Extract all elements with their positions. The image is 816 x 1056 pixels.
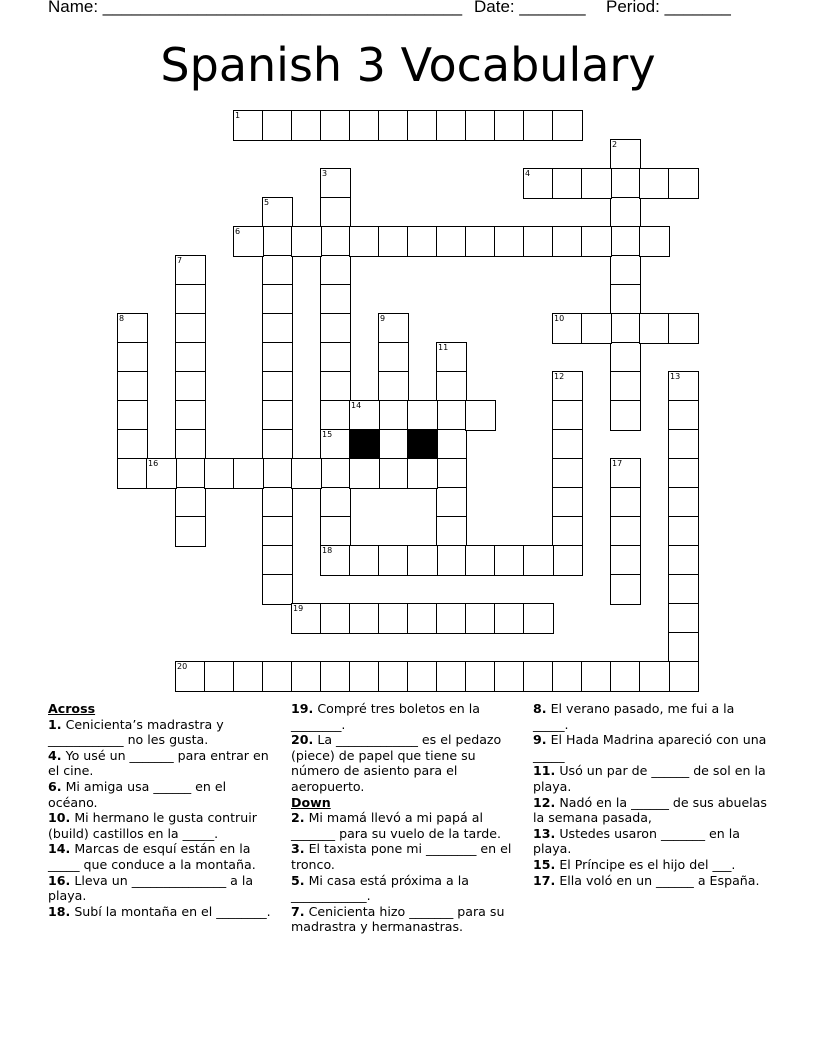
- grid-cell[interactable]: [262, 545, 293, 576]
- grid-cell[interactable]: [262, 400, 293, 431]
- grid-cell[interactable]: [320, 168, 351, 199]
- clue-text: El Príncipe es el hijo del ___.: [555, 856, 736, 872]
- grid-cell[interactable]: [117, 371, 148, 402]
- clue-number: 20: [177, 662, 188, 671]
- grid-cell[interactable]: [668, 400, 699, 431]
- clue-number-label: 13.: [533, 825, 556, 841]
- grid-cell[interactable]: [262, 284, 293, 315]
- grid-cell[interactable]: [378, 661, 409, 692]
- grid-cell[interactable]: [262, 661, 293, 692]
- clues-column-3: [533, 701, 773, 888]
- grid-cell[interactable]: [117, 342, 148, 373]
- grid-cell[interactable]: [175, 371, 206, 402]
- clue-number-label: 5.: [291, 872, 305, 888]
- grid-cell[interactable]: [291, 226, 322, 257]
- grid-cell[interactable]: [320, 516, 351, 547]
- clue-number-label: 1.: [48, 716, 62, 732]
- grid-cell[interactable]: [262, 226, 293, 257]
- grid-cell[interactable]: [291, 661, 322, 692]
- grid-cell[interactable]: [436, 545, 467, 576]
- grid-cell[interactable]: [320, 400, 351, 431]
- grid-cell[interactable]: [465, 545, 496, 576]
- clue-number-label: 15.: [533, 856, 556, 872]
- grid-cell[interactable]: [262, 429, 293, 460]
- grid-cell[interactable]: [378, 400, 409, 431]
- clue-item: [291, 873, 527, 904]
- grid-cell[interactable]: [117, 429, 148, 460]
- clue-item: [533, 795, 773, 826]
- clue-number-label: 8.: [533, 701, 547, 716]
- grid-cell[interactable]: [407, 603, 438, 634]
- grid-cell[interactable]: [552, 226, 583, 257]
- grid-cell[interactable]: [552, 371, 583, 402]
- grid-cell[interactable]: [465, 603, 496, 634]
- grid-cell[interactable]: [552, 661, 583, 692]
- grid-cell[interactable]: [378, 545, 409, 576]
- clue-text: Marcas de esquí están en la _____ que conduce a la montaña.: [48, 841, 256, 872]
- grid-cell[interactable]: [581, 226, 612, 257]
- grid-cell[interactable]: [407, 661, 438, 692]
- grid-cell[interactable]: [494, 603, 525, 634]
- grid-cell[interactable]: [349, 661, 380, 692]
- grid-cell[interactable]: [117, 458, 148, 489]
- clue-number: 5: [264, 198, 270, 207]
- grid-cell[interactable]: [320, 371, 351, 402]
- grid-cell[interactable]: [523, 168, 554, 199]
- clue-item: [48, 779, 278, 810]
- grid-cell[interactable]: [320, 603, 351, 634]
- grid-cell[interactable]: [378, 313, 409, 344]
- clue-number-label: 3.: [291, 841, 305, 857]
- clue-number-label: 17.: [533, 872, 556, 888]
- grid-cell[interactable]: [262, 110, 293, 141]
- grid-cell[interactable]: [378, 603, 409, 634]
- black-cell: [407, 429, 438, 460]
- grid-cell[interactable]: [552, 545, 583, 576]
- grid-cell[interactable]: [117, 313, 148, 344]
- grid-cell[interactable]: [610, 139, 641, 170]
- grid-cell[interactable]: [668, 313, 699, 344]
- grid-cell[interactable]: [523, 110, 554, 141]
- grid-cell[interactable]: [436, 458, 467, 489]
- clue-item: [48, 717, 278, 748]
- clues-column-1: [48, 701, 278, 919]
- clue-text: Lleva un _______________ a la playa.: [48, 872, 254, 904]
- section-heading: Down: [291, 794, 331, 810]
- grid-cell[interactable]: [668, 168, 699, 199]
- grid-cell[interactable]: [233, 226, 264, 257]
- grid-cell[interactable]: [494, 226, 525, 257]
- grid-cell[interactable]: [233, 661, 264, 692]
- grid-cell[interactable]: [523, 545, 554, 576]
- period-field[interactable]: Period: _______: [606, 0, 731, 16]
- clue-item: [291, 904, 527, 935]
- grid-cell[interactable]: [320, 661, 351, 692]
- grid-cell[interactable]: [436, 342, 467, 373]
- grid-cell[interactable]: [639, 168, 670, 199]
- black-cell: [349, 429, 380, 460]
- clue-number-label: 20.: [291, 732, 314, 748]
- grid-cell[interactable]: [175, 661, 206, 692]
- clue-text: Ella voló en un ______ a España.: [555, 872, 760, 888]
- grid-cell[interactable]: [639, 313, 670, 344]
- grid-cell[interactable]: [320, 487, 351, 518]
- clue-number: 2: [612, 140, 618, 149]
- grid-cell[interactable]: [552, 168, 583, 199]
- grid-cell[interactable]: [262, 342, 293, 373]
- grid-cell[interactable]: [436, 487, 467, 518]
- grid-cell[interactable]: [552, 516, 583, 547]
- grid-cell[interactable]: [610, 226, 641, 257]
- grid-cell[interactable]: [407, 226, 438, 257]
- grid-cell[interactable]: [523, 661, 554, 692]
- grid-cell[interactable]: [552, 458, 583, 489]
- clue-number-label: 10.: [48, 810, 71, 826]
- grid-cell[interactable]: [610, 255, 641, 286]
- clue-number: 15: [322, 430, 333, 439]
- clue-number: 14: [351, 401, 362, 410]
- grid-cell[interactable]: [233, 458, 264, 489]
- grid-cell[interactable]: [320, 429, 351, 460]
- grid-cell[interactable]: [262, 255, 293, 286]
- clue-number: 8: [119, 314, 125, 323]
- grid-cell[interactable]: [610, 197, 641, 228]
- grid-cell[interactable]: [320, 342, 351, 373]
- clue-number-label: 4.: [48, 747, 62, 763]
- grid-cell[interactable]: [436, 226, 467, 257]
- grid-cell[interactable]: [175, 458, 206, 489]
- grid-cell[interactable]: [262, 574, 293, 605]
- grid-cell[interactable]: [291, 110, 322, 141]
- clue-number: 16: [148, 459, 159, 468]
- clue-text: Cenicienta hizo _______ para su madrastra y hermanastras.: [291, 903, 505, 935]
- grid-cell[interactable]: [668, 661, 699, 692]
- clue-number-label: 9.: [533, 732, 547, 748]
- clues-column-2: [291, 701, 527, 935]
- grid-cell[interactable]: [552, 400, 583, 431]
- grid-cell[interactable]: [407, 458, 438, 489]
- clue-number: 18: [322, 546, 333, 555]
- grid-cell[interactable]: [668, 632, 699, 663]
- grid-cell[interactable]: [610, 400, 641, 431]
- clue-item: [533, 763, 773, 794]
- clue-text: Yo usé un _______ para entrar en el cine.: [48, 747, 269, 779]
- clue-text: El verano pasado, me fui a la _____.: [533, 701, 735, 732]
- clue-item: [291, 701, 527, 732]
- clue-number: 11: [438, 343, 449, 352]
- clue-text: Mi amiga usa ______ en el océano.: [48, 778, 227, 810]
- grid-cell[interactable]: [552, 313, 583, 344]
- grid-cell[interactable]: [320, 197, 351, 228]
- grid-cell[interactable]: [175, 429, 206, 460]
- grid-cell[interactable]: [436, 400, 467, 431]
- grid-cell[interactable]: [407, 545, 438, 576]
- clue-item: [48, 873, 278, 904]
- grid-cell[interactable]: [610, 545, 641, 576]
- grid-cell[interactable]: [204, 458, 235, 489]
- grid-cell[interactable]: [436, 661, 467, 692]
- clue-number-label: 18.: [48, 903, 71, 919]
- clue-text: Cenicienta’s madrastra y ____________ no les gusta.: [48, 716, 224, 748]
- clue-number: 9: [380, 314, 386, 323]
- grid-cell[interactable]: [436, 371, 467, 402]
- grid-cell[interactable]: [262, 516, 293, 547]
- grid-cell[interactable]: [465, 226, 496, 257]
- grid-cell[interactable]: [610, 284, 641, 315]
- grid-cell[interactable]: [668, 487, 699, 518]
- grid-cell[interactable]: [320, 255, 351, 286]
- grid-cell[interactable]: [378, 429, 409, 460]
- name-field[interactable]: Name: ______________________________________: [48, 0, 463, 16]
- clue-text: Compré tres boletos en la ________.: [291, 701, 480, 732]
- grid-cell[interactable]: [349, 545, 380, 576]
- clue-text: El Hada Madrina apareció con una _____: [533, 732, 767, 763]
- grid-cell[interactable]: [262, 458, 293, 489]
- grid-cell[interactable]: [378, 342, 409, 373]
- clue-text: Subí la montaña en el ________.: [70, 903, 271, 919]
- grid-cell[interactable]: [349, 458, 380, 489]
- clue-text: Nadó en la ______ de sus abuelas la semana pasada,: [533, 794, 767, 826]
- grid-cell[interactable]: [320, 313, 351, 344]
- grid-cell[interactable]: [320, 110, 351, 141]
- clue-item: [533, 732, 773, 763]
- grid-cell[interactable]: [349, 603, 380, 634]
- clue-number-label: 19.: [291, 701, 314, 716]
- clue-number-label: 7.: [291, 903, 305, 919]
- grid-cell[interactable]: [378, 226, 409, 257]
- grid-cell[interactable]: [291, 603, 322, 634]
- grid-cell[interactable]: [378, 371, 409, 402]
- grid-cell[interactable]: [668, 545, 699, 576]
- clue-number: 6: [235, 227, 241, 236]
- clue-item: [48, 841, 278, 872]
- clue-number: 3: [322, 169, 328, 178]
- grid-cell[interactable]: [552, 110, 583, 141]
- grid-cell[interactable]: [610, 168, 641, 199]
- section-heading: Across: [48, 701, 96, 716]
- clue-text: Mi mamá llevó a mi papá al _______ para su vuelo de la tarde.: [291, 810, 501, 841]
- clue-item: [533, 701, 773, 732]
- grid-cell[interactable]: [552, 487, 583, 518]
- grid-cell[interactable]: [407, 400, 438, 431]
- grid-cell[interactable]: [668, 458, 699, 489]
- grid-cell[interactable]: [378, 110, 409, 141]
- grid-cell[interactable]: [407, 110, 438, 141]
- grid-cell[interactable]: [494, 661, 525, 692]
- clue-item: [533, 873, 773, 889]
- grid-cell[interactable]: [581, 313, 612, 344]
- grid-cell[interactable]: [465, 661, 496, 692]
- grid-cell[interactable]: [262, 371, 293, 402]
- grid-cell[interactable]: [610, 661, 641, 692]
- clue-number-label: 12.: [533, 794, 556, 810]
- grid-cell[interactable]: [668, 603, 699, 634]
- grid-cell[interactable]: [320, 226, 351, 257]
- grid-cell[interactable]: [175, 400, 206, 431]
- clue-text: La _____________ es el pedazo (piece) de papel que tiene su número de asiento para el aeropuerto.: [291, 732, 502, 794]
- clue-item: [48, 810, 278, 841]
- clue-number: 19: [293, 604, 304, 613]
- clue-text: El taxista pone mi ________ en el tronco.: [291, 841, 512, 872]
- grid-cell[interactable]: [581, 168, 612, 199]
- clue-number-label: 11.: [533, 763, 556, 779]
- grid-cell[interactable]: [436, 603, 467, 634]
- grid-cell[interactable]: [320, 284, 351, 315]
- grid-cell[interactable]: [204, 661, 235, 692]
- grid-cell[interactable]: [610, 516, 641, 547]
- clue-number: 13: [670, 372, 681, 381]
- grid-cell[interactable]: [668, 574, 699, 605]
- grid-cell[interactable]: [610, 487, 641, 518]
- grid-cell[interactable]: [175, 487, 206, 518]
- grid-cell[interactable]: [610, 371, 641, 402]
- grid-cell[interactable]: [117, 400, 148, 431]
- clue-number: 12: [554, 372, 565, 381]
- clue-item: [291, 732, 527, 794]
- clue-number-label: 6.: [48, 778, 62, 794]
- grid-cell[interactable]: [175, 284, 206, 315]
- grid-cell[interactable]: [378, 458, 409, 489]
- page-title: Spanish 3 Vocabulary: [160, 38, 656, 92]
- grid-cell[interactable]: [349, 400, 380, 431]
- clue-text: Ustedes usaron _______ en la playa.: [533, 825, 740, 857]
- grid-cell[interactable]: [523, 603, 554, 634]
- clue-number: 17: [612, 459, 623, 468]
- grid-cell[interactable]: [175, 255, 206, 286]
- grid-cell[interactable]: [233, 110, 264, 141]
- grid-cell[interactable]: [436, 429, 467, 460]
- clue-number-label: 14.: [48, 841, 71, 857]
- grid-cell[interactable]: [639, 661, 670, 692]
- clue-number: 1: [235, 111, 241, 120]
- grid-cell[interactable]: [465, 110, 496, 141]
- grid-cell[interactable]: [291, 458, 322, 489]
- clue-item: [291, 810, 527, 841]
- grid-cell[interactable]: [436, 110, 467, 141]
- grid-cell[interactable]: [349, 226, 380, 257]
- clue-text: Mi hermano le gusta contruir (build) castillos en la _____.: [48, 810, 257, 841]
- date-field[interactable]: Date: _______: [474, 0, 586, 16]
- clue-item: [291, 841, 527, 872]
- grid-cell[interactable]: [146, 458, 177, 489]
- grid-cell[interactable]: [320, 458, 351, 489]
- grid-cell[interactable]: [668, 371, 699, 402]
- grid-cell[interactable]: [175, 342, 206, 373]
- clue-text: Mi casa está próxima a la ____________.: [291, 872, 469, 904]
- grid-cell[interactable]: [610, 342, 641, 373]
- clue-number: 10: [554, 314, 565, 323]
- grid-cell[interactable]: [610, 313, 641, 344]
- grid-cell[interactable]: [436, 516, 467, 547]
- grid-cell[interactable]: [668, 429, 699, 460]
- grid-cell[interactable]: [610, 458, 641, 489]
- clue-number-label: 16.: [48, 872, 71, 888]
- clue-number-label: 2.: [291, 810, 305, 826]
- grid-cell[interactable]: [523, 226, 554, 257]
- clue-text: Usó un par de ______ de sol en la playa.: [533, 763, 766, 794]
- grid-cell[interactable]: [175, 313, 206, 344]
- grid-cell[interactable]: [320, 545, 351, 576]
- grid-cell[interactable]: [262, 487, 293, 518]
- clue-item: [48, 748, 278, 779]
- grid-cell[interactable]: [262, 197, 293, 228]
- grid-cell[interactable]: [494, 545, 525, 576]
- clue-item: [533, 826, 773, 857]
- grid-cell[interactable]: [610, 574, 641, 605]
- grid-cell[interactable]: [175, 516, 206, 547]
- grid-cell[interactable]: [639, 226, 670, 257]
- grid-cell[interactable]: [465, 400, 496, 431]
- grid-cell[interactable]: [349, 110, 380, 141]
- grid-cell[interactable]: [494, 110, 525, 141]
- clue-item: [533, 857, 773, 873]
- grid-cell[interactable]: [581, 661, 612, 692]
- clue-item: [48, 904, 278, 920]
- grid-cell[interactable]: [668, 516, 699, 547]
- clue-number: 4: [525, 169, 531, 178]
- grid-cell[interactable]: [552, 429, 583, 460]
- grid-cell[interactable]: [262, 313, 293, 344]
- clue-number: 7: [177, 256, 183, 265]
